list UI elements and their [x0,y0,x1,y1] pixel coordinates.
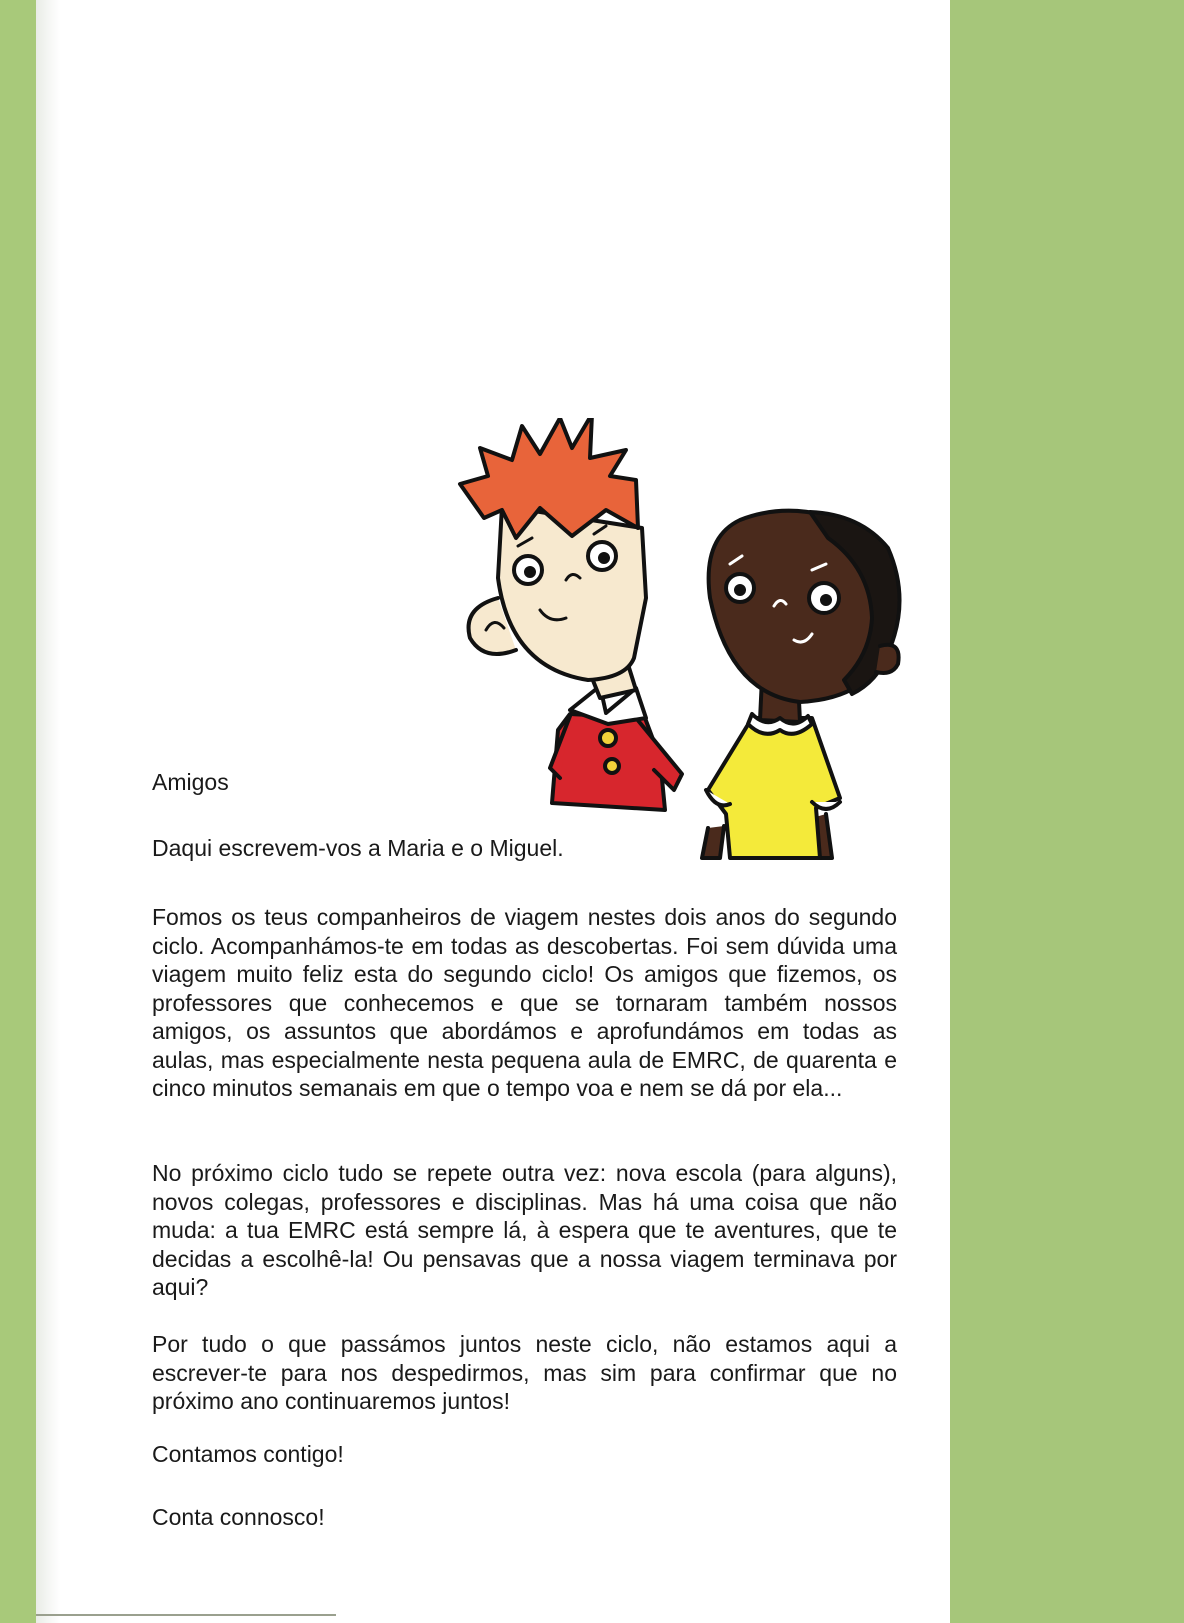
paragraph-1: Fomos os teus companheiros de viagem nestes dois anos do segundo ciclo. Acompanhámos-te em todas as descobertas. Foi sem dúvida uma viagem muito feliz esta do segundo ciclo! Os amigos que fizemos, os professores que conhecemos e que se tornaram também nossos amigos, os assuntos que abordámos e aprofundámos em todas as aulas, mas especialmente nesta pequena aula de EMRC, de quarenta e cinco minutos semanais em que o tempo voa e nem se dá por ela... [152,904,897,1101]
girl-figure [702,511,900,858]
intro-line: Daqui escrevem-vos a Maria e o Miguel. [152,835,564,861]
closing-line-1: Contamos contigo! [152,1441,344,1467]
right-green-band [950,0,1184,1623]
page-gutter-shadow [36,0,60,1623]
left-green-band [0,0,36,1623]
boy-figure [460,418,682,810]
boy-button [600,730,616,746]
closing-line-2: Conta connosco! [152,1504,325,1530]
salutation: Amigos [152,769,229,795]
paragraph-3: Por tudo o que passámos juntos neste ciclo, não estamos aqui a escrever-te para nos despedirmos, mas sim para confirmar que no próximo ano continuaremos juntos! [152,1331,897,1414]
bottom-rule [36,1614,336,1616]
children-illustration [440,418,960,898]
paragraph-2: No próximo ciclo tudo se repete outra vez: nova escola (para alguns), novos colegas, professores e disciplinas. Mas há uma coisa que não muda: a tua EMRC está sempre lá, à espera que te aventures, que te decidas a escolhê-la! Ou pensavas que a nossa viagem terminava por aqui? [152,1160,897,1300]
